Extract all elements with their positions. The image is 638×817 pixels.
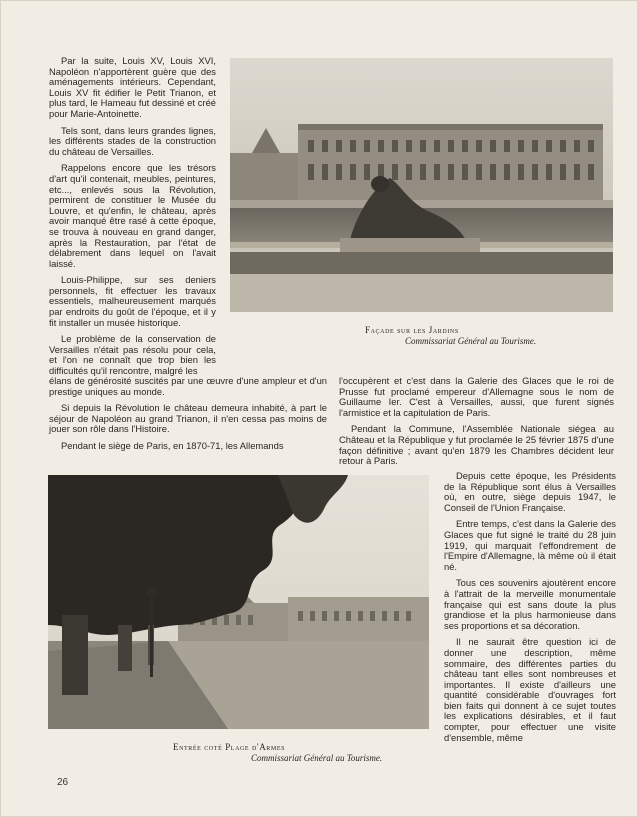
photo-palace-entrance — [48, 475, 429, 729]
paragraph: Par la suite, Louis XV, Louis XVI, Napoléon n'apportèrent guère que des aménagements intérieurs. Cependant, Louis XV fit édifier le Petit Trianon, et plus tard, le Hameau fut dessiné et créé pour Marie-Antoinette. — [49, 55, 216, 119]
caption-top-photo — [365, 325, 615, 347]
caption-bottom-photo — [173, 742, 433, 764]
caption-title: Façade sur les Jardins — [365, 325, 459, 335]
paragraph: élans de générosité suscités par une œuvre d'une ampleur et d'un prestige uniques au monde. — [49, 375, 327, 397]
caption-title: Entrée coté Plage d'Armes — [173, 742, 286, 752]
paragraph: Tous ces souvenirs ajoutèrent encore à l'attrait de la merveille monumentale française qui est sans doute la plus grandiose et la plus harmonieuse dans ses proportions et sa décoration. — [444, 577, 616, 631]
caption-credit: Commissariat Général au Tourisme. — [405, 336, 537, 346]
paragraph: Depuis cette époque, les Présidents de la République sont élus à Versailles où, en outre, siège depuis 1947, le Conseil de l'Union Française. — [444, 470, 616, 513]
text-column-middle-right — [339, 376, 614, 473]
palace-entrance-illustration — [48, 475, 429, 729]
page-number: 26 — [57, 777, 69, 788]
caption-credit: Commissariat Général au Tourisme. — [251, 753, 383, 763]
text-column-right — [444, 471, 616, 749]
text-column-left — [49, 56, 216, 383]
paragraph: Entre temps, c'est dans la Galerie des Glaces que fut signé le traité du 28 juin 1919, qui marquait l'effondrement de l'Empire d'Allemagne, là même où il était né. — [444, 518, 616, 572]
paragraph: Louis-Philippe, sur ses deniers personnels, fit effectuer les travaux essentiels, malheureusement marqués par endroits du goût de l'époque, et il y fit installer un musée historique. — [49, 274, 216, 328]
paragraph: Il ne saurait être question ici de donner une description, même sommaire, des différentes parties du château tant elles sont nombreuses et importantes. Il existe d'ailleurs une quantité considérable d'ouvrages fort bien faits qui donnent à ce sujet toutes les explications désirables, et il faut compter, pour effectuer une visite d'ensemble, même — [444, 636, 616, 743]
paragraph: Rappelons encore que les trésors d'art qu'il contenait, meubles, peintures, etc..., enlevés sous la Révolution, permirent de constituer le Musée du Louvre, et qu'enfin, le château, après avoir manqué être rasé à cette époque, se trouva à nouveau en grand danger, après la Restauration, par l'état de délabrement dans lequel on l'avait laissé. — [49, 162, 216, 269]
text-column-middle-left — [49, 376, 327, 458]
paragraph: Pendant la Commune, l'Assemblée Nationale siégea au Château et la République y fut proclamée le 25 février 1875 d'une façon définitive ; avant qu'en 1879 les Chambres décident leur retour à Paris. — [339, 423, 614, 467]
photo-palace-garden-facade — [230, 58, 613, 312]
paragraph: Pendant le siège de Paris, en 1870-71, les Allemands — [61, 439, 284, 451]
paragraph: l'occupèrent et c'est dans la Galerie des Glaces que le roi de Prusse fut proclamé empereur d'Allemagne sous le nom de Guillaume Ier. C'est à Versailles, aussi, que furent signés l'armistice et la capitulation de Paris. — [339, 375, 614, 418]
paragraph: Si depuis la Révolution le château demeura inhabité, à part le séjour de Napoléon au grand Trianon, il n'en cessa pas moins de jouer son rôle dans l'Histoire. — [49, 402, 327, 435]
paragraph: Tels sont, dans leurs grandes lignes, les différents stades de la construction du château de Versailles. — [49, 124, 216, 157]
paragraph: Le problème de la conservation de Versailles n'était pas résolu pour cela, et l'on ne connaît que trop bien les difficultés qu'il rencontre, malgré les — [49, 333, 216, 377]
palace-facade-illustration — [230, 58, 613, 312]
